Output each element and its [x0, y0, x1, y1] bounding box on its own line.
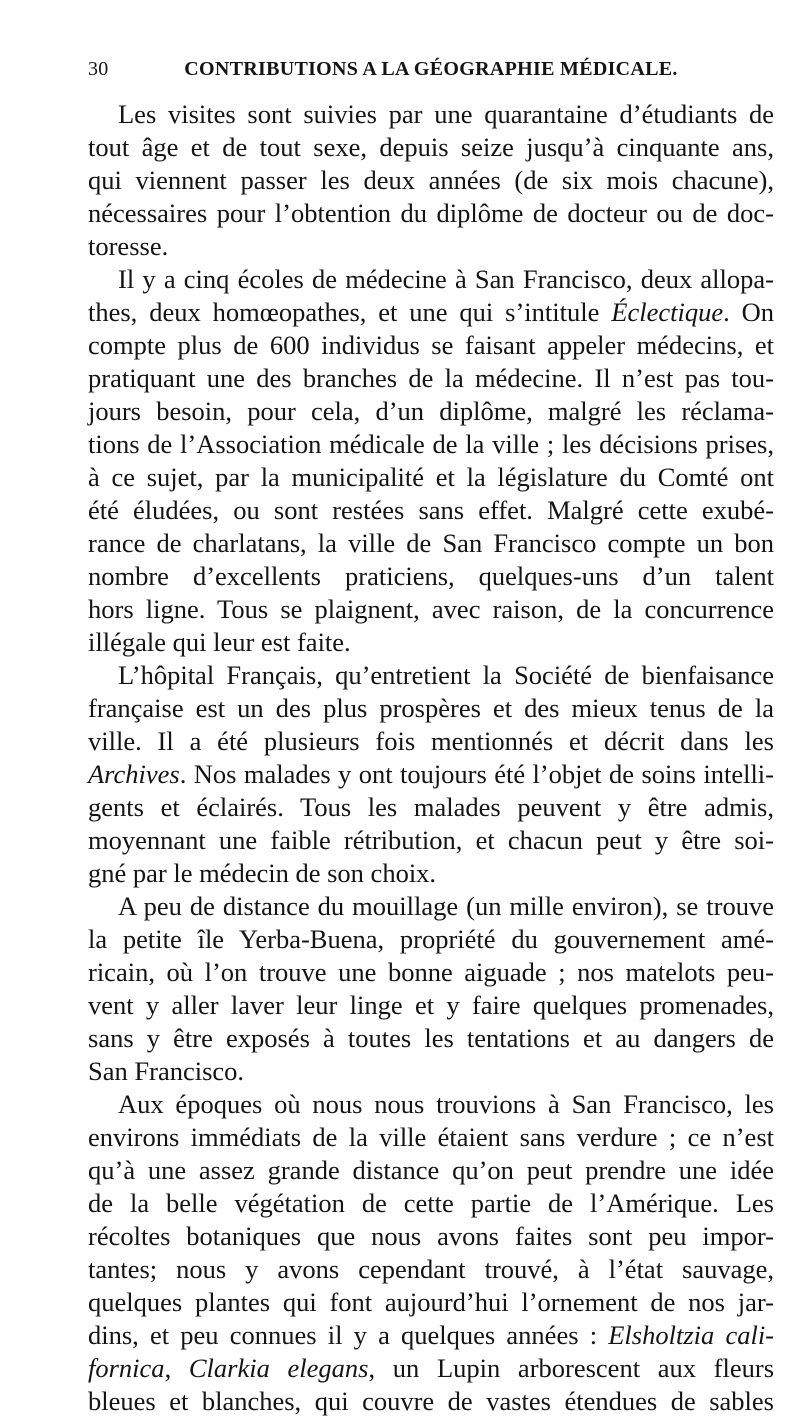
text-line [88, 230, 774, 263]
text-span: la petite île Yerba-Buena, propriété du gouvernement amé- [88, 924, 774, 954]
text-span: pratiquant une des branches de la médecine. Il n’est pas tou- [88, 363, 774, 393]
text-span: thes, deux homœopathes, et une qui s’intitule [88, 297, 612, 327]
text-span: gents et éclairés. Tous les malades peuvent y être admis, [88, 792, 774, 822]
text-span: toresse. [88, 231, 169, 261]
text-line [88, 857, 774, 890]
text-span: Les visites sont suivies par une quarantaine d’étudiants de [118, 99, 774, 129]
text-span: été éludées, ou sont restées sans effet. Malgré cette exubé- [88, 495, 774, 525]
text-span: récoltes botaniques que nous avons faites sont peu impor- [88, 1221, 774, 1251]
text-line [88, 824, 774, 857]
text-span: , un Lupin arborescent aux fleurs [368, 1353, 775, 1383]
text-line [88, 758, 774, 791]
text-line [88, 527, 774, 560]
text-span: San Francisco. [88, 1056, 245, 1086]
text-span: à ce sujet, par la municipalité et la législature du Comté ont [88, 462, 774, 492]
text-span: compte plus de 600 individus se faisant appeler médecins, et [88, 330, 774, 360]
text-span: gné par le médecin de son choix. [88, 858, 437, 888]
text-line [88, 890, 774, 923]
text-line [88, 1286, 774, 1319]
text-line [88, 1253, 774, 1286]
text-line [88, 494, 774, 527]
text-line [88, 329, 774, 362]
text-span: jours besoin, pour cela, d’un diplôme, malgré les réclama- [88, 396, 774, 426]
text-span: tout âge et de tout sexe, depuis seize jusqu’à cinquante ans, [88, 132, 774, 162]
text-line [88, 164, 774, 197]
text-line [88, 626, 774, 659]
text-line [88, 1088, 774, 1121]
text-line [88, 1352, 774, 1385]
text-span: moyennant une faible rétribution, et chacun peut y être soi- [88, 825, 774, 855]
text-line [88, 1385, 774, 1418]
text-span: française est un des plus prospères et des mieux tenus de la [88, 693, 774, 723]
text-span: . Nos malades y ont toujours été l’objet de soins intelli- [179, 759, 774, 789]
text-span: quelques plantes qui font aujourd’hui l’ornement de nos jar- [88, 1287, 774, 1317]
text-line [88, 989, 774, 1022]
text-line [88, 461, 774, 494]
text-span: , [164, 1353, 189, 1383]
text-line [88, 659, 774, 692]
text-line [88, 1055, 774, 1088]
text-span: A peu de distance du mouillage (un mille environ), se trouve [118, 891, 774, 921]
page-header [88, 58, 774, 88]
text-line [88, 791, 774, 824]
text-span: rance de charlatans, la ville de San Francisco compte un bon [88, 528, 774, 558]
text-line [88, 197, 774, 230]
text-span: vent y aller laver leur linge et y faire quelques promenades, [88, 990, 774, 1020]
text-span: de la belle végétation de cette partie de l’Amérique. Les [88, 1188, 774, 1218]
text-span: Aux époques où nous nous trouvions à San Francisco, les [118, 1089, 774, 1119]
text-line [88, 1121, 774, 1154]
italic-text: Éclectique [611, 297, 724, 327]
page-number: 30 [88, 58, 109, 80]
text-line [88, 362, 774, 395]
text-line [88, 692, 774, 725]
text-line [88, 1319, 774, 1352]
text-line [88, 98, 774, 131]
text-line [88, 395, 774, 428]
text-line [88, 263, 774, 296]
text-span: bleues et blanches, qui couvre de vastes étendues de sables [88, 1386, 774, 1416]
italic-text: Archives [88, 759, 180, 789]
text-line [88, 1022, 774, 1055]
italic-text: Clarkia elegans [188, 1353, 369, 1383]
text-line [88, 296, 774, 329]
text-span: Il y a cinq écoles de médecine à San Francisco, deux allopa- [118, 264, 774, 294]
text-line [88, 923, 774, 956]
text-line [88, 428, 774, 461]
text-line [88, 956, 774, 989]
text-line [88, 1154, 774, 1187]
text-span: qu’à une assez grande distance qu’on peut prendre une idée [88, 1155, 774, 1185]
text-span: illégale qui leur est faite. [88, 627, 351, 657]
text-span: environs immédiats de la ville étaient sans verdure ; ce n’est [88, 1122, 774, 1152]
text-span: tantes; nous y avons cependant trouvé, à l’état sauvage, [88, 1254, 774, 1284]
text-line [88, 560, 774, 593]
text-span: tions de l’Association médicale de la ville ; les décisions prises, [88, 429, 774, 459]
text-span: nombre d’excellents praticiens, quelques-uns d’un talent [88, 561, 774, 591]
text-span: ville. Il a été plusieurs fois mentionnés et décrit dans les [88, 726, 774, 756]
text-line [88, 725, 774, 758]
text-span: qui viennent passer les deux années (de six mois chacune), [88, 165, 774, 195]
text-line [88, 1187, 774, 1220]
italic-text: fornica [88, 1353, 165, 1383]
text-span: L’hôpital Français, qu’entretient la Société de bienfaisance [118, 660, 774, 690]
body-text [88, 98, 774, 1418]
text-span: . On [723, 297, 774, 327]
running-title: CONTRIBUTIONS A LA GÉOGRAPHIE MÉDICALE. [184, 58, 678, 80]
text-span: nécessaires pour l’obtention du diplôme de docteur ou de doc- [88, 198, 774, 228]
text-span: ricain, où l’on trouve une bonne aiguade ; nos matelots peu- [88, 957, 774, 987]
text-span: hors ligne. Tous se plaignent, avec raison, de la concurrence [88, 594, 774, 624]
text-span: sans y être exposés à toutes les tentations et au dangers de [88, 1023, 774, 1053]
text-line [88, 131, 774, 164]
text-line [88, 1220, 774, 1253]
text-span: dins, et peu connues il y a quelques années : [88, 1320, 609, 1350]
italic-text: Elsholtzia cali- [608, 1320, 775, 1350]
text-line [88, 593, 774, 626]
